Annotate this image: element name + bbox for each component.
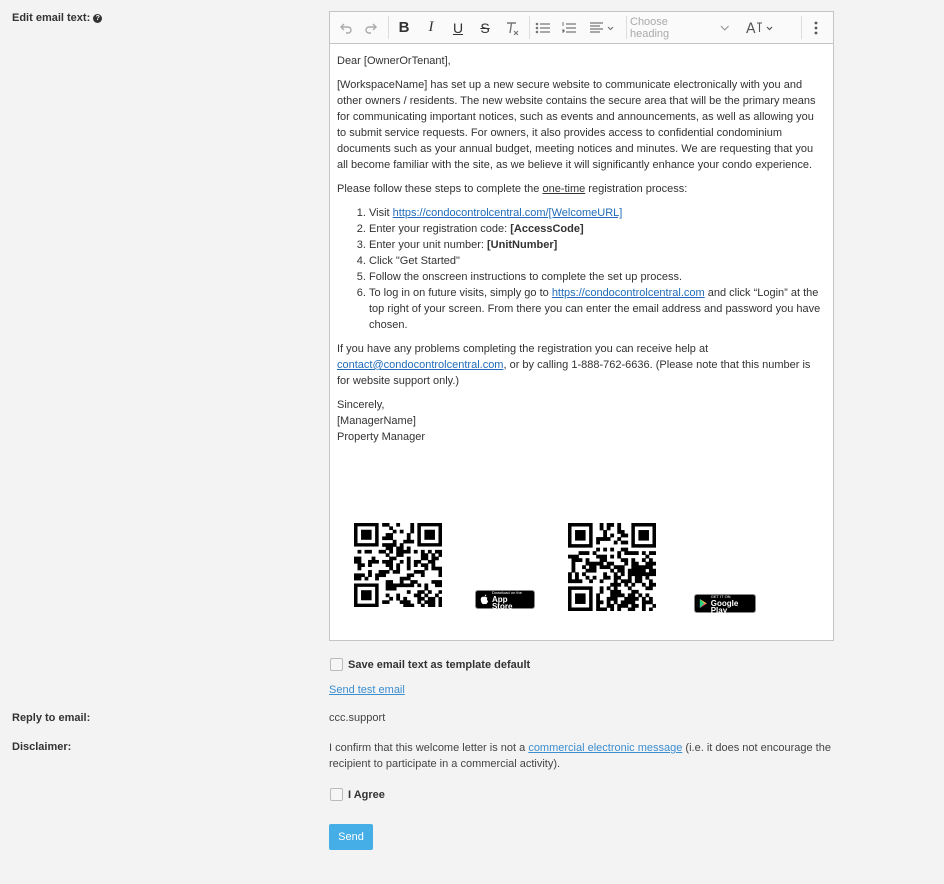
reply-to-value: ccc.support bbox=[329, 712, 386, 724]
help-icon[interactable]: ? bbox=[93, 14, 102, 23]
steps-intro: Please follow these steps to complete the one-time registration process: bbox=[337, 183, 688, 195]
commercial-message-link[interactable]: commercial electronic message bbox=[528, 742, 683, 754]
save-default-checkbox[interactable] bbox=[330, 658, 343, 671]
greeting: Dear [OwnerOrTenant], bbox=[337, 55, 451, 67]
list-item: 6. To log in on future visits, simply go to https://condocontrolcentral.com and click “Login” at the top right of your screen. From there you can enter the email address and password you have chosen. bbox=[369, 285, 826, 333]
editor-content[interactable] bbox=[330, 44, 833, 445]
googleplay-qr-code bbox=[568, 523, 656, 611]
strikethrough-icon[interactable]: S bbox=[480, 19, 490, 36]
align-dropdown-icon[interactable] bbox=[585, 12, 619, 43]
send-test-email-link[interactable]: Send test email bbox=[329, 684, 405, 696]
numbered-list-icon[interactable] bbox=[557, 12, 581, 43]
googleplay-badge[interactable]: GET IT ON Google Play bbox=[694, 594, 756, 613]
appstore-qr-code bbox=[354, 523, 442, 607]
disclaimer-label: Disclaimer: bbox=[12, 741, 72, 753]
more-options-icon[interactable] bbox=[806, 12, 826, 43]
underline-icon[interactable]: U bbox=[452, 19, 464, 36]
help-paragraph: If you have any problems completing the registration you can receive help at contact@condocontrolcentral.com, or by calling 1-888-762-6636. (Please note that this number is for website support only.) bbox=[337, 343, 811, 387]
bold-icon[interactable]: B bbox=[398, 19, 410, 36]
intro-paragraph: [WorkspaceName] has set up a new secure website to communicate electronically with you and other owners / residents. The new website contains the secure area that will be the primary means for communicating important notices, such as events and announcements, as well as allowing you to submit service requests. For owners, it also provides access to confidential condominium documents such as your annual budget, meeting notices and minutes. We are requesting that you all become familiar with the site, as we believe it will significantly enhance your condo experience. bbox=[337, 79, 816, 171]
bulleted-list-icon[interactable] bbox=[531, 12, 555, 43]
svg-text:A: A bbox=[746, 20, 756, 36]
agree-label: I Agree bbox=[348, 789, 385, 801]
heading-dropdown[interactable]: Choose heading bbox=[630, 12, 730, 43]
list-item: 4. Click "Get Started" bbox=[369, 253, 826, 269]
editor-toolbar bbox=[330, 12, 833, 44]
google-play-icon bbox=[699, 598, 708, 609]
undo-icon[interactable] bbox=[335, 12, 357, 43]
edit-email-label: Edit email text: ? bbox=[12, 12, 102, 24]
signature: Sincerely, [ManagerName] Property Manager bbox=[337, 399, 426, 443]
apple-icon bbox=[480, 594, 489, 605]
list-item: 5. Follow the onscreen instructions to complete the set up process. bbox=[369, 269, 826, 285]
welcome-url-link[interactable]: https://condocontrolcentral.com/[WelcomeURL] bbox=[392, 207, 623, 219]
italic-icon[interactable]: I bbox=[428, 19, 434, 35]
steps-list bbox=[337, 205, 826, 333]
email-editor[interactable] bbox=[329, 11, 834, 641]
appstore-badge[interactable]: Download on the App Store bbox=[475, 590, 535, 609]
list-item: 3. Enter your unit number: [UnitNumber] bbox=[369, 237, 826, 253]
list-item: 1. Visit https://condocontrolcentral.com/[WelcomeURL] bbox=[369, 205, 826, 221]
agree-checkbox[interactable] bbox=[330, 788, 343, 801]
save-default-label: Save email text as template default bbox=[348, 659, 531, 671]
send-button[interactable]: Send bbox=[329, 824, 373, 850]
contact-email-link[interactable]: contact@condocontrolcentral.com bbox=[337, 359, 504, 371]
disclaimer-text: I confirm that this welcome letter is not a commercial electronic message (i.e. it does not encourage the recipient to participate in a commercial activity). bbox=[329, 742, 831, 770]
list-item: 2. Enter your registration code: [AccessCode] bbox=[369, 221, 826, 237]
clear-format-icon[interactable] bbox=[500, 12, 524, 43]
login-url-link[interactable]: https://condocontrolcentral.com bbox=[551, 287, 705, 299]
font-size-icon[interactable] bbox=[743, 12, 777, 43]
redo-icon[interactable] bbox=[360, 12, 382, 43]
reply-to-label: Reply to email: bbox=[12, 712, 91, 724]
